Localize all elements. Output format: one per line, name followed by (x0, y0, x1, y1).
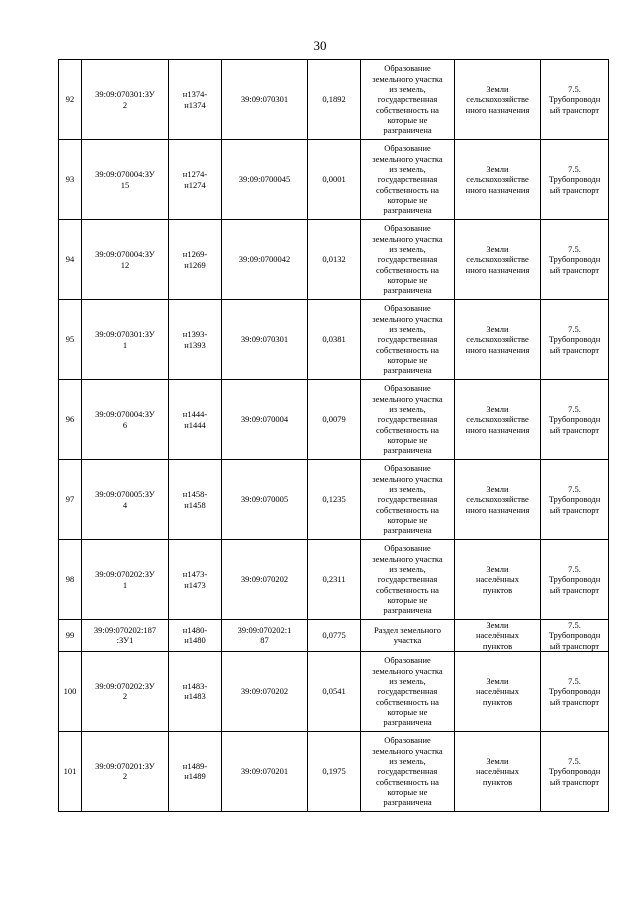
cadastral-quarter: 39:09:070201 (222, 731, 308, 811)
formation-method: Образование земельного участка из земель, государственная собственность на которые не разграничена (361, 220, 455, 300)
plot-code: 39:09:070301:ЗУ 1 (82, 300, 169, 380)
plot-area: 0,0541 (308, 651, 361, 731)
permitted-use: 7.5. Трубопроводн ый транспорт (541, 140, 609, 220)
plot-area: 0,0775 (308, 620, 361, 652)
land-category: Земли населённых пунктов (455, 540, 541, 620)
table-row (59, 140, 609, 220)
cadastral-quarter: 39:09:070004 (222, 380, 308, 460)
plot-code: 39:09:070005:ЗУ 4 (82, 460, 169, 540)
plot-code: 39:09:070004:ЗУ 12 (82, 220, 169, 300)
land-category: Земли населённых пунктов (455, 651, 541, 731)
row-number: 95 (59, 300, 82, 380)
formation-method: Образование земельного участка из земель, государственная собственность на которые не разграничена (361, 460, 455, 540)
row-number: 99 (59, 620, 82, 652)
row-number: 92 (59, 60, 82, 140)
formation-method: Образование земельного участка из земель, государственная собственность на которые не разграничена (361, 140, 455, 220)
plot-area: 0,0001 (308, 140, 361, 220)
plot-area: 0,0079 (308, 380, 361, 460)
formation-method: Раздел земельного участка (361, 620, 455, 652)
row-number: 98 (59, 540, 82, 620)
table-row (59, 460, 609, 540)
table-row (59, 300, 609, 380)
point-range: н1489- н1489 (169, 731, 222, 811)
point-range: н1393- н1393 (169, 300, 222, 380)
land-category: Земли сельскохозяйстве нного назначения (455, 380, 541, 460)
table-row (59, 60, 609, 140)
plot-code: 39:09:070004:ЗУ 15 (82, 140, 169, 220)
point-range: н1374- н1374 (169, 60, 222, 140)
land-category: Земли населённых пунктов (455, 620, 541, 652)
land-category: Земли сельскохозяйстве нного назначения (455, 60, 541, 140)
cadastral-quarter: 39:09:070202 (222, 651, 308, 731)
row-number: 93 (59, 140, 82, 220)
point-range: н1444- н1444 (169, 380, 222, 460)
plot-area: 0,2311 (308, 540, 361, 620)
land-category: Земли сельскохозяйстве нного назначения (455, 220, 541, 300)
plot-code: 39:09:070201:ЗУ 2 (82, 731, 169, 811)
point-range: н1274- н1274 (169, 140, 222, 220)
row-number: 94 (59, 220, 82, 300)
cadastral-quarter: 39:09:070202 (222, 540, 308, 620)
permitted-use: 7.5. Трубопроводн ый транспорт (541, 540, 609, 620)
permitted-use: 7.5. Трубопроводн ый транспорт (541, 620, 609, 652)
formation-method: Образование земельного участка из земель, государственная собственность на которые не разграничена (361, 60, 455, 140)
plot-code: 39:09:070301:ЗУ 2 (82, 60, 169, 140)
plot-code: 39:09:070202:187 :ЗУ1 (82, 620, 169, 652)
table-row (59, 651, 609, 731)
formation-method: Образование земельного участка из земель, государственная собственность на которые не разграничена (361, 731, 455, 811)
table-row (59, 540, 609, 620)
cadastral-quarter: 39:09:070301 (222, 300, 308, 380)
row-number: 100 (59, 651, 82, 731)
point-range: н1483- н1483 (169, 651, 222, 731)
table-row (59, 220, 609, 300)
permitted-use: 7.5. Трубопроводн ый транспорт (541, 220, 609, 300)
permitted-use: 7.5. Трубопроводн ый транспорт (541, 380, 609, 460)
row-number: 101 (59, 731, 82, 811)
page-number: 30 (313, 38, 327, 53)
cadastral-quarter: 39:09:0700045 (222, 140, 308, 220)
plot-area: 0,0132 (308, 220, 361, 300)
cadastral-quarter: 39:09:070005 (222, 460, 308, 540)
land-plots-table (58, 59, 609, 812)
formation-method: Образование земельного участка из земель, государственная собственность на которые не разграничена (361, 380, 455, 460)
table-row (59, 380, 609, 460)
point-range: н1458- н1458 (169, 460, 222, 540)
point-range: н1480- н1480 (169, 620, 222, 652)
point-range: н1473- н1473 (169, 540, 222, 620)
formation-method: Образование земельного участка из земель, государственная собственность на которые не разграничена (361, 540, 455, 620)
formation-method: Образование земельного участка из земель, государственная собственность на которые не разграничена (361, 300, 455, 380)
land-category: Земли сельскохозяйстве нного назначения (455, 140, 541, 220)
land-category: Земли сельскохозяйстве нного назначения (455, 300, 541, 380)
point-range: н1269- н1269 (169, 220, 222, 300)
permitted-use: 7.5. Трубопроводн ый транспорт (541, 460, 609, 540)
permitted-use: 7.5. Трубопроводн ый транспорт (541, 60, 609, 140)
permitted-use: 7.5. Трубопроводн ый транспорт (541, 731, 609, 811)
land-category: Земли сельскохозяйстве нного назначения (455, 460, 541, 540)
plot-area: 0,1235 (308, 460, 361, 540)
table-row (59, 731, 609, 811)
land-category: Земли населённых пунктов (455, 731, 541, 811)
formation-method: Образование земельного участка из земель, государственная собственность на которые не разграничена (361, 651, 455, 731)
plot-code: 39:09:070004:ЗУ 6 (82, 380, 169, 460)
plot-area: 0,1975 (308, 731, 361, 811)
cadastral-quarter: 39:09:070202:1 87 (222, 620, 308, 652)
row-number: 96 (59, 380, 82, 460)
plot-code: 39:09:070202:ЗУ 1 (82, 540, 169, 620)
permitted-use: 7.5. Трубопроводн ый транспорт (541, 651, 609, 731)
cadastral-quarter: 39:09:070301 (222, 60, 308, 140)
cadastral-quarter: 39:09:0700042 (222, 220, 308, 300)
plot-area: 0,0381 (308, 300, 361, 380)
permitted-use: 7.5. Трубопроводн ый транспорт (541, 300, 609, 380)
plot-code: 39:09:070202:ЗУ 2 (82, 651, 169, 731)
table-row (59, 620, 609, 652)
plot-area: 0,1892 (308, 60, 361, 140)
row-number: 97 (59, 460, 82, 540)
